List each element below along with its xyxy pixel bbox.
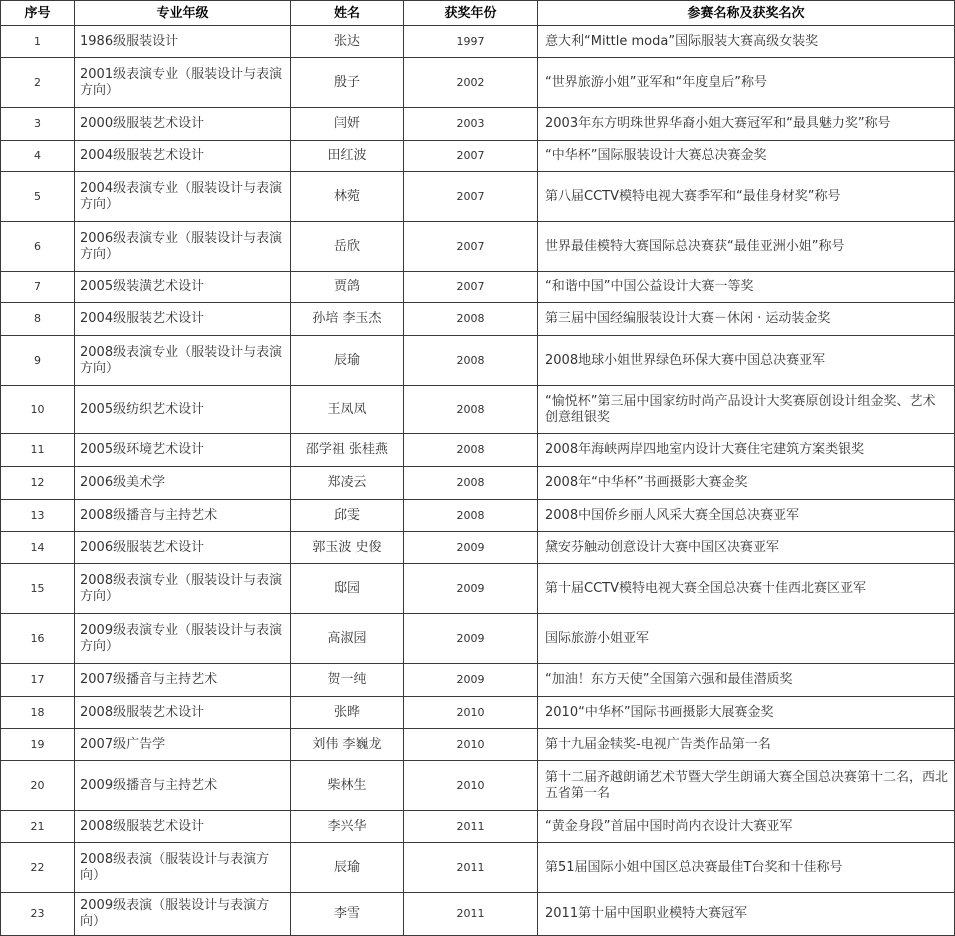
cell-name: 邵学祖 张桂燕 <box>291 434 404 467</box>
cell-award: 2008中国侨乡丽人风采大赛全国总决赛亚军 <box>538 500 955 532</box>
cell-award: 2011第十届中国职业模特大赛冠军 <box>538 893 955 936</box>
cell-year: 2009 <box>404 664 538 697</box>
cell-no: 8 <box>1 303 75 336</box>
cell-major: 2008级服装艺术设计 <box>75 697 291 729</box>
table-row <box>1 893 955 936</box>
cell-major: 2004级表演专业（服装设计与表演方向） <box>75 172 291 222</box>
cell-award: “黄金身段”首届中国时尚内衣设计大赛亚军 <box>538 811 955 843</box>
cell-major: 2006级美术学 <box>75 467 291 500</box>
table-row <box>1 532 955 564</box>
cell-name: 柴林生 <box>291 761 404 811</box>
cell-year: 2010 <box>404 697 538 729</box>
cell-award: 2008年海峡两岸四地室内设计大赛住宅建筑方案类银奖 <box>538 434 955 467</box>
cell-no: 1 <box>1 26 75 58</box>
cell-major: 2009级播音与主持艺术 <box>75 761 291 811</box>
cell-name: 贾鸽 <box>291 272 404 303</box>
cell-major: 2005级装潢艺术设计 <box>75 272 291 303</box>
cell-name: 张达 <box>291 26 404 58</box>
cell-no: 4 <box>1 141 75 172</box>
table-row <box>1 303 955 336</box>
cell-year: 2010 <box>404 761 538 811</box>
table-row <box>1 843 955 893</box>
cell-year: 2011 <box>404 893 538 936</box>
cell-year: 2008 <box>404 336 538 386</box>
cell-name: 闫妍 <box>291 108 404 141</box>
header-row <box>1 1 955 26</box>
table-row <box>1 141 955 172</box>
table-row <box>1 614 955 664</box>
header-major: 专业年级 <box>75 1 291 26</box>
cell-award: 2008地球小姐世界绿色环保大赛中国总决赛亚军 <box>538 336 955 386</box>
header-year: 获奖年份 <box>404 1 538 26</box>
cell-award: 世界最佳模特大赛国际总决赛获“最佳亚洲小姐”称号 <box>538 222 955 272</box>
table-body <box>1 26 955 936</box>
table-row <box>1 500 955 532</box>
header-no: 序号 <box>1 1 75 26</box>
cell-no: 5 <box>1 172 75 222</box>
table-row <box>1 108 955 141</box>
cell-major: 2000级服装艺术设计 <box>75 108 291 141</box>
table-row <box>1 729 955 761</box>
cell-year: 2007 <box>404 222 538 272</box>
cell-no: 3 <box>1 108 75 141</box>
cell-major: 2008级表演专业（服装设计与表演方向） <box>75 336 291 386</box>
cell-major: 2005级纺织艺术设计 <box>75 386 291 434</box>
cell-no: 23 <box>1 893 75 936</box>
cell-year: 2008 <box>404 467 538 500</box>
cell-award: “和谐中国”中国公益设计大赛一等奖 <box>538 272 955 303</box>
cell-award: “愉悦杯”第三届中国家纺时尚产品设计大奖赛原创设计组金奖、艺术创意组银奖 <box>538 386 955 434</box>
cell-major: 2009级表演专业（服装设计与表演方向） <box>75 614 291 664</box>
cell-name: 贺一纯 <box>291 664 404 697</box>
cell-name: 辰瑜 <box>291 336 404 386</box>
cell-no: 20 <box>1 761 75 811</box>
cell-award: 意大利“Mittle moda”国际服装大赛高级女装奖 <box>538 26 955 58</box>
cell-major: 2008级服装艺术设计 <box>75 811 291 843</box>
cell-award: 第八届CCTV模特电视大赛季军和“最佳身材奖”称号 <box>538 172 955 222</box>
cell-major: 2008级表演专业（服装设计与表演方向） <box>75 564 291 614</box>
cell-year: 2010 <box>404 729 538 761</box>
cell-year: 2011 <box>404 843 538 893</box>
cell-name: 林菀 <box>291 172 404 222</box>
cell-award: 2010“中华杯”国际书画摄影大展赛金奖 <box>538 697 955 729</box>
cell-name: 田红波 <box>291 141 404 172</box>
cell-award: 第三届中国经编服装设计大赛－休闲 · 运动装金奖 <box>538 303 955 336</box>
cell-award: 黛安芬触动创意设计大赛中国区决赛亚军 <box>538 532 955 564</box>
cell-name: 郭玉波 史俊 <box>291 532 404 564</box>
cell-name: 王凤凤 <box>291 386 404 434</box>
cell-award: 第十届CCTV模特电视大赛全国总决赛十佳西北赛区亚军 <box>538 564 955 614</box>
table-row <box>1 336 955 386</box>
cell-name: 高淑园 <box>291 614 404 664</box>
cell-name: 岳欣 <box>291 222 404 272</box>
cell-major: 1986级服装设计 <box>75 26 291 58</box>
cell-no: 18 <box>1 697 75 729</box>
cell-major: 2007级广告学 <box>75 729 291 761</box>
cell-name: 邸园 <box>291 564 404 614</box>
cell-no: 21 <box>1 811 75 843</box>
table-row <box>1 386 955 434</box>
table-row <box>1 26 955 58</box>
cell-award: 第十二届齐越朗诵艺术节暨大学生朗诵大赛全国总决赛第十二名，西北五省第一名 <box>538 761 955 811</box>
cell-major: 2008级表演（服装设计与表演方向） <box>75 843 291 893</box>
cell-no: 17 <box>1 664 75 697</box>
cell-no: 13 <box>1 500 75 532</box>
cell-no: 11 <box>1 434 75 467</box>
cell-award: 第十九届金犊奖-电视广告类作品第一名 <box>538 729 955 761</box>
cell-award: “中华杯”国际服装设计大赛总决赛金奖 <box>538 141 955 172</box>
cell-major: 2001级表演专业（服装设计与表演方向） <box>75 58 291 108</box>
cell-no: 12 <box>1 467 75 500</box>
cell-major: 2004级服装艺术设计 <box>75 303 291 336</box>
cell-year: 2008 <box>404 386 538 434</box>
header-award: 参赛名称及获奖名次 <box>538 1 955 26</box>
cell-year: 1997 <box>404 26 538 58</box>
cell-name: 李雪 <box>291 893 404 936</box>
cell-award: 第51届国际小姐中国区总决赛最佳T台奖和十佳称号 <box>538 843 955 893</box>
cell-year: 2003 <box>404 108 538 141</box>
cell-year: 2007 <box>404 172 538 222</box>
cell-major: 2008级播音与主持艺术 <box>75 500 291 532</box>
cell-major: 2004级服装艺术设计 <box>75 141 291 172</box>
table-row <box>1 434 955 467</box>
cell-year: 2002 <box>404 58 538 108</box>
cell-no: 22 <box>1 843 75 893</box>
cell-major: 2005级环境艺术设计 <box>75 434 291 467</box>
table-row <box>1 272 955 303</box>
cell-no: 15 <box>1 564 75 614</box>
cell-year: 2011 <box>404 811 538 843</box>
cell-year: 2008 <box>404 500 538 532</box>
table-row <box>1 697 955 729</box>
cell-name: 邱雯 <box>291 500 404 532</box>
table-row <box>1 664 955 697</box>
cell-name: 郑凌云 <box>291 467 404 500</box>
cell-major: 2007级播音与主持艺术 <box>75 664 291 697</box>
cell-no: 14 <box>1 532 75 564</box>
cell-award: 2008年“中华杯”书画摄影大赛金奖 <box>538 467 955 500</box>
cell-year: 2007 <box>404 272 538 303</box>
cell-year: 2009 <box>404 532 538 564</box>
cell-name: 孙培 李玉杰 <box>291 303 404 336</box>
table-row <box>1 811 955 843</box>
cell-year: 2009 <box>404 614 538 664</box>
header-name: 姓名 <box>291 1 404 26</box>
cell-name: 张晔 <box>291 697 404 729</box>
table-row <box>1 172 955 222</box>
cell-major: 2006级服装艺术设计 <box>75 532 291 564</box>
table-row <box>1 222 955 272</box>
cell-name: 李兴华 <box>291 811 404 843</box>
cell-major: 2006级表演专业（服装设计与表演方向） <box>75 222 291 272</box>
table-row <box>1 761 955 811</box>
cell-award: 国际旅游小姐亚军 <box>538 614 955 664</box>
cell-year: 2008 <box>404 303 538 336</box>
table-row <box>1 467 955 500</box>
cell-name: 辰瑜 <box>291 843 404 893</box>
cell-name: 殷子 <box>291 58 404 108</box>
cell-award: “世界旅游小姐”亚军和“年度皇后”称号 <box>538 58 955 108</box>
cell-no: 6 <box>1 222 75 272</box>
cell-no: 9 <box>1 336 75 386</box>
cell-no: 10 <box>1 386 75 434</box>
table-row <box>1 58 955 108</box>
cell-award: “加油！东方天使”全国第六强和最佳潜质奖 <box>538 664 955 697</box>
table-row <box>1 564 955 614</box>
cell-no: 16 <box>1 614 75 664</box>
cell-no: 7 <box>1 272 75 303</box>
cell-major: 2009级表演（服装设计与表演方向） <box>75 893 291 936</box>
cell-no: 2 <box>1 58 75 108</box>
cell-no: 19 <box>1 729 75 761</box>
cell-year: 2008 <box>404 434 538 467</box>
cell-year: 2009 <box>404 564 538 614</box>
cell-award: 2003年东方明珠世界华裔小姐大赛冠军和“最具魅力奖”称号 <box>538 108 955 141</box>
cell-name: 刘伟 李巍龙 <box>291 729 404 761</box>
cell-year: 2007 <box>404 141 538 172</box>
